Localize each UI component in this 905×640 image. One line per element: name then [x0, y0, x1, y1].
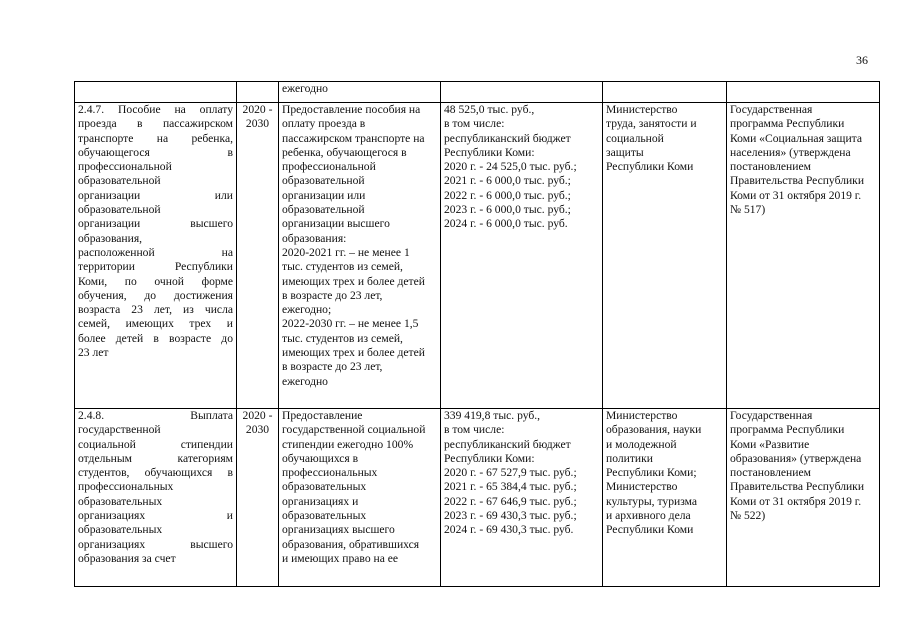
funding-line: 2024 г. - 6 000,0 тыс. руб.	[444, 217, 568, 231]
measure-line: обучения, до достижения	[78, 288, 233, 302]
funding-line: 2023 г. - 69 430,3 тыс. руб.;	[444, 509, 577, 523]
result-line: образования, обратившихся	[282, 537, 420, 551]
cell-program	[727, 409, 880, 587]
result-line: образовательной	[282, 203, 365, 217]
program-line: № 517)	[730, 203, 766, 217]
measure-line: семей, имеющих трех и	[78, 317, 233, 331]
funding-line: 2022 г. - 67 646,9 тыс. руб.;	[444, 494, 577, 508]
executor-line: Министерство	[606, 103, 678, 116]
result-line: образовательных	[282, 509, 367, 523]
executor-line: и архивного дела	[606, 509, 691, 523]
executor-line: социальной	[606, 131, 664, 145]
measure-line: Коми, по очной форме	[78, 274, 233, 288]
measure-line: транспорте на ребенка,	[78, 131, 233, 145]
result-line: и имеющих право на ее	[282, 551, 399, 565]
executor-line: и молодежной	[606, 437, 677, 451]
years-line: 2020 -	[242, 409, 273, 422]
cell-funding	[441, 82, 603, 103]
funding-line: 2021 г. - 6 000,0 тыс. руб.;	[444, 174, 571, 188]
result-line: пассажирском транспорте на	[282, 131, 425, 145]
cell-years	[237, 103, 279, 409]
funding-line: в том числе:	[444, 423, 505, 437]
measure-line: организациях высшего	[78, 537, 233, 551]
executor-line: Министерство	[606, 409, 678, 422]
result-line: в возрасте до 23 лет,	[282, 288, 383, 302]
funding-line: республиканский бюджет	[444, 131, 571, 145]
measure-line: 2.4.7. Пособие на оплату	[78, 103, 233, 116]
result-line: Предоставление	[282, 409, 363, 422]
measure-line: образования,	[78, 231, 143, 245]
program-line: Коми от 31 октября 2019 г.	[730, 494, 862, 508]
years-line: 2020 -	[242, 103, 273, 116]
funding-line: 2023 г. - 6 000,0 тыс. руб.;	[444, 203, 571, 217]
cell-measure	[75, 103, 237, 409]
measure-line: образовательной	[78, 203, 161, 217]
executor-line: политики	[606, 451, 653, 465]
cell-funding	[441, 409, 603, 587]
result-line: имеющих трех и более детей	[282, 274, 425, 288]
result-line: обучающихся в	[282, 451, 359, 465]
result-line: организации или	[282, 188, 366, 202]
measure-line: проезда в пассажирском	[78, 117, 233, 131]
measure-line: территории Республики	[78, 260, 233, 274]
cell-executor	[603, 409, 727, 587]
measure-line: профессиональной	[78, 160, 172, 174]
result-line: ежегодно;	[282, 303, 332, 317]
result-line: организации высшего	[282, 217, 390, 231]
cell-result	[279, 409, 441, 587]
program-line: Коми от 31 октября 2019 г.	[730, 188, 862, 202]
result-line: 2022-2030 гг. – не менее 1,5	[282, 317, 419, 331]
program-line: № 522)	[730, 509, 766, 523]
result-line: государственной социальной	[282, 423, 426, 437]
measure-line: образовательной	[78, 174, 161, 188]
executor-line: образования, науки	[606, 423, 702, 437]
cell-program	[727, 103, 880, 409]
funding-line: 2022 г. - 6 000,0 тыс. руб.;	[444, 188, 571, 202]
measure-line: государственной	[78, 423, 161, 437]
result-line: образовательной	[282, 174, 365, 188]
program-line: образования» (утверждена	[730, 451, 862, 465]
result-line: имеющих трех и более детей	[282, 346, 425, 360]
measure-line: профессиональных	[78, 480, 174, 494]
result-line: стипендии ежегодно 100%	[282, 437, 414, 451]
result-line: ребенка, обучающегося в	[282, 145, 407, 159]
years-line: 2030	[245, 117, 270, 131]
years-line: 2030	[245, 423, 270, 437]
cell-funding	[441, 103, 603, 409]
cell-years	[237, 409, 279, 587]
table-row	[75, 82, 880, 103]
result-line: 2020-2021 гг. – не менее 1	[282, 245, 410, 259]
measure-line: студентов, обучающихся в	[78, 466, 233, 480]
executor-line: труда, занятости и	[606, 117, 697, 131]
result-line: профессиональных	[282, 466, 378, 480]
measure-line: образовательных	[78, 523, 163, 537]
measure-line: социальной стипендии	[78, 437, 233, 451]
funding-line: в том числе:	[444, 117, 505, 131]
measure-line: организации высшего	[78, 217, 233, 231]
result-line: в возрасте до 23 лет,	[282, 360, 383, 374]
measures-table	[74, 81, 880, 587]
result-line: ежегодно	[282, 374, 328, 388]
page-number: 36	[856, 53, 868, 67]
cell-result	[279, 103, 441, 409]
executor-line: защиты	[606, 145, 644, 159]
funding-line: 2020 г. - 24 525,0 тыс. руб.;	[444, 160, 577, 174]
program-line: Государственная	[730, 409, 813, 422]
measure-line: организациях и	[78, 509, 233, 523]
table-row	[75, 103, 880, 409]
cell-result	[279, 82, 441, 103]
result-line: образовательных	[282, 480, 367, 494]
program-line: программа Республики	[730, 423, 845, 437]
executor-line: Республики Коми	[606, 160, 694, 174]
program-line: Правительства Республики	[730, 480, 865, 494]
funding-line: 2024 г. - 69 430,3 тыс. руб.	[444, 523, 574, 537]
measure-line: 23 лет	[78, 346, 109, 360]
measure-line: возраста 23 лет, из числа	[78, 303, 233, 317]
table-row	[75, 409, 880, 587]
cell-measure	[75, 409, 237, 587]
measure-line: 2.4.8. Выплата	[78, 409, 233, 422]
funding-line: республиканский бюджет	[444, 437, 571, 451]
cell-program	[727, 82, 880, 103]
result-line: ежегодно	[282, 82, 328, 95]
program-line: населения» (утверждена	[730, 145, 851, 159]
cell-years	[237, 82, 279, 103]
cell-executor	[603, 82, 727, 103]
program-line: Правительства Республики	[730, 174, 865, 188]
executor-line: культуры, туризма	[606, 494, 698, 508]
measure-line: расположенной на	[78, 245, 233, 259]
executor-line: Республики Коми	[606, 523, 694, 537]
funding-line: Республики Коми:	[444, 145, 535, 159]
result-line: профессиональной	[282, 160, 376, 174]
funding-line: Республики Коми:	[444, 451, 535, 465]
program-line: Коми «Социальная защита	[730, 131, 863, 145]
measure-line: образования за счет	[78, 551, 176, 565]
result-line: организациях и	[282, 494, 359, 508]
measure-line: отдельным категориям	[78, 451, 233, 465]
program-line: Государственная	[730, 103, 813, 116]
cell-measure	[75, 82, 237, 103]
funding-line: 48 525,0 тыс. руб.,	[444, 103, 535, 116]
program-line: постановлением	[730, 466, 811, 480]
executor-line: Министерство	[606, 480, 678, 494]
result-line: тыс. студентов из семей,	[282, 260, 403, 274]
measure-line: организации или	[78, 188, 233, 202]
result-line: образования:	[282, 231, 347, 245]
result-line: Предоставление пособия на	[282, 103, 421, 116]
program-line: Коми «Развитие	[730, 437, 810, 451]
funding-line: 2020 г. - 67 527,9 тыс. руб.;	[444, 466, 577, 480]
result-line: оплату проезда в	[282, 117, 366, 131]
program-line: программа Республики	[730, 117, 845, 131]
result-line: организациях высшего	[282, 523, 395, 537]
program-line: постановлением	[730, 160, 811, 174]
measure-line: образовательных	[78, 494, 163, 508]
measure-line: более детей в возрасте до	[78, 331, 233, 345]
measure-line: обучающегося в	[78, 145, 233, 159]
executor-line: Республики Коми;	[606, 466, 697, 480]
result-line: тыс. студентов из семей,	[282, 331, 403, 345]
funding-line: 339 419,8 тыс. руб.,	[444, 409, 541, 422]
funding-line: 2021 г. - 65 384,4 тыс. руб.;	[444, 480, 577, 494]
cell-executor	[603, 103, 727, 409]
